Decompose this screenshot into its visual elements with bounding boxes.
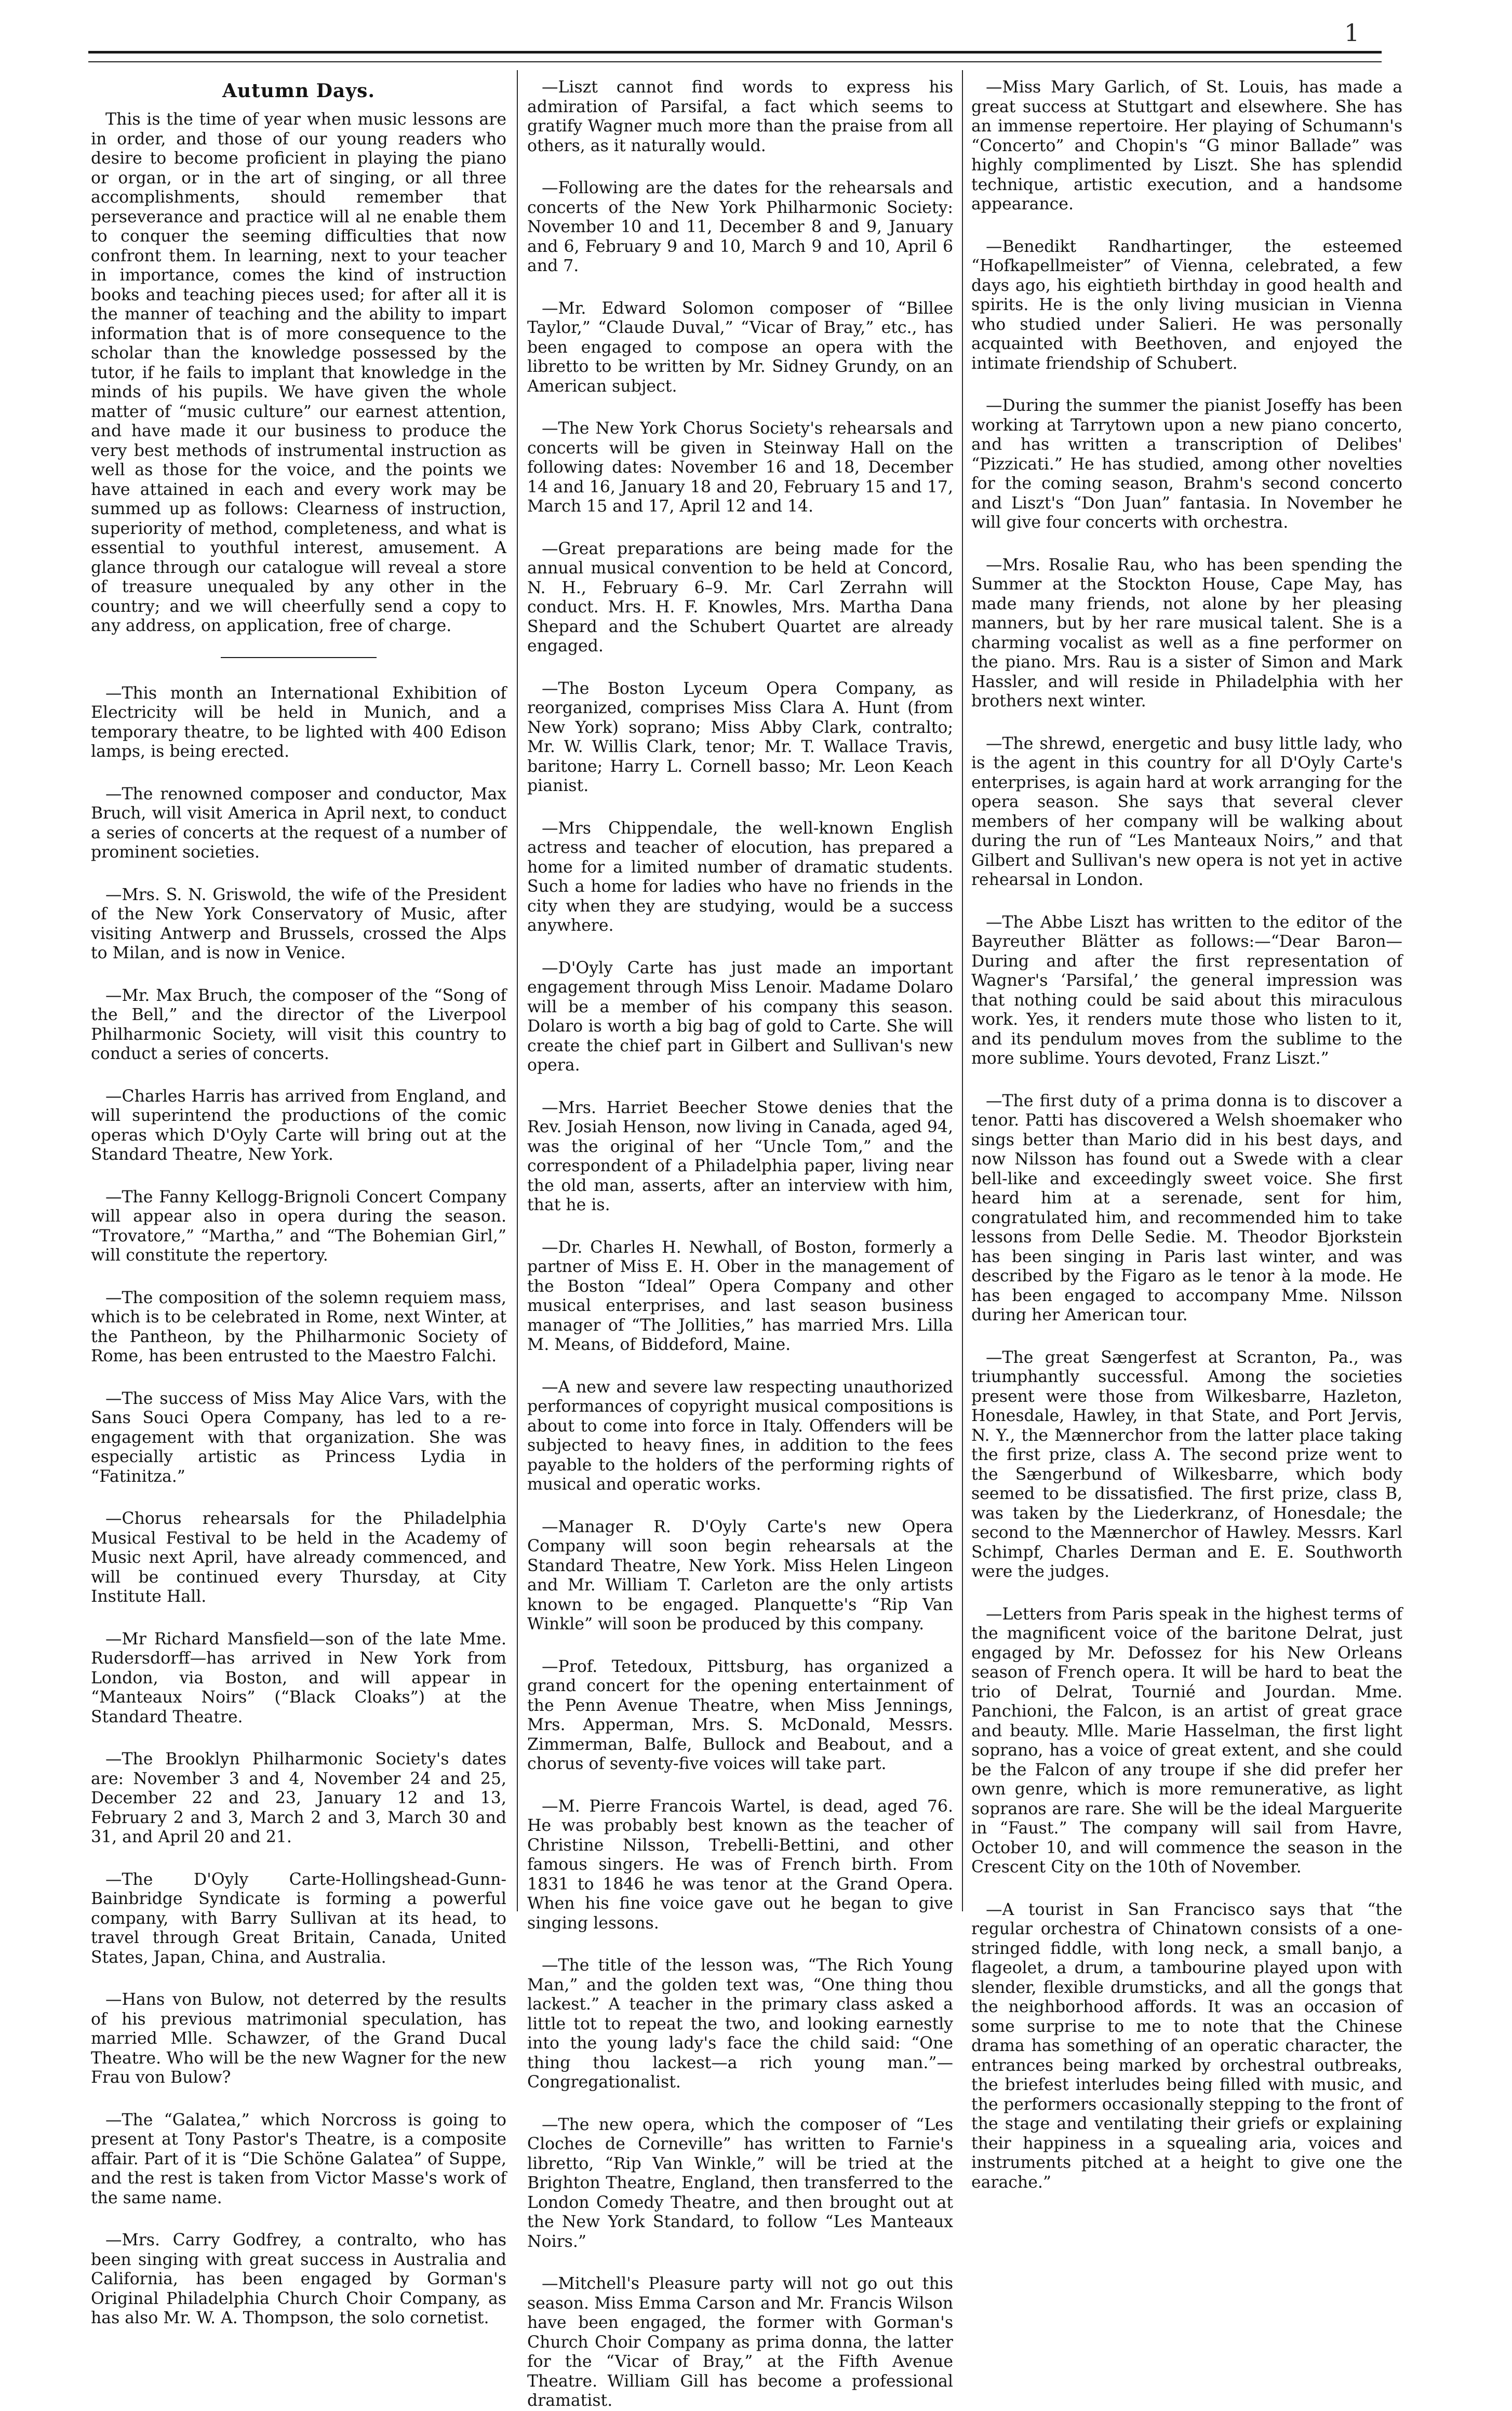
news-item: —Liszt cannot find words to express his admiration of Parsifal, a fact which seems to gratify Wagner much more than the praise from all others, as it naturally would. [527,78,953,155]
news-item: —The new opera, which the composer of “Les Cloches de Corneville” has written to Farnie's libretto, “Rip Van Winkle,” will be tried at the Brighton Theatre, England, then transferred to the London Comedy Theatre, and then brought out at the New York Standard, to follow “Les Manteaux Noirs.” [527,2115,953,2251]
news-item: —A tourist in San Francisco says that “the regular orchestra of Chinatown consists of a one-stringed fiddle, with long neck, a small banjo, a flageolet, a drum, a tambourine played upon with slender, flexible drumsticks, and all the gongs that the neighborhood affords. It was an occasion of some surprise to me to note that the Chinese drama has something of an operatic character, the entrances being marked by orchestral outbreaks, the briefest interludes being filled with music, and the performers occasionally stepping to the front of the stage and ventilating their griefs or explaining their happiness in a squealing aria, voices and instruments pitched at a height to give one the earache.” [971,1900,1402,2192]
news-item: —Hans von Bulow, not deterred by the results of his previous matrimonial speculation, has married Mlle. Schawzer, of the Grand Ducal Theatre. Who will be the new Wagner for the new Frau von Bulow? [91,1990,506,2087]
news-item: —Dr. Charles H. Newhall, of Boston, formerly a partner of Miss E. H. Ober in the management of the Boston “Ideal” Opera Company and other musical enterprises, and last season business manager of “The Jollities,” has married Mrs. Lilla M. Means, of Biddeford, Maine. [527,1238,953,1354]
news-item: —The renowned composer and conductor, Max Bruch, will visit America in April next, to conduct a series of concerts at the request of a number of prominent societies. [91,784,506,862]
news-item: —M. Pierre Francois Wartel, is dead, aged 76. He was probably best known as the teacher of Christine Nilsson, Trebelli-Bettini, and other famous singers. He was of French birth. From 1831 to 1846 he was tenor at the Grand Opera. When his fine voice gave out he began to give singing lessons. [527,1797,953,1933]
news-item: —A new and severe law respecting unauthorized performances of copyright musical compositions is about to come into force in Italy. Offenders will be subjected to heavy fines, in addition to the fees payable to the holders of the performing rights of musical and operatic works. [527,1377,953,1494]
news-item: —Following are the dates for the rehearsals and concerts of the New York Philharmonic Society: November 10 and 11, December 8 and 9, January and 6, February 9 and 10, March 9 and 10, April 6 and 7. [527,179,953,275]
news-item: —The first duty of a prima donna is to discover a tenor. Patti has discovered a Welsh shoemaker who sings better than Mario did in his best days, and now Nilsson has found out a Swede with a clear bell-like and exceedingly sweet voice. She first heard him at a serenade, sent for him, congratulated him, and recommended him to take lessons from Delle Sedie. M. Theodor Bjorkstein has been singing in Paris last winter, and was described by the Figaro as le tenor à la mode. He has been engaged to accompany Mme. Nilsson during her American tour. [971,1091,1402,1324]
news-item: —Mrs. S. N. Griswold, the wife of the President of the New York Conservatory of Music, after visiting Antwerp and Brussels, crossed the Alps to Milan, and is now in Venice. [91,885,506,962]
article-title: Autumn Days. [222,80,375,102]
news-item: —Prof. Tetedoux, Pittsburg, has organized a grand concert for the opening entertainment of the Penn Avenue Theatre, when Miss Jennings, Mrs. Apperman, Mrs. S. McDonald, Messrs. Zimmerman, Balfe, Bullock and Beabout, and a chorus of seventy-five voices will take part. [527,1657,953,1773]
page-corner-mark: 1 [1344,19,1360,47]
column-1 [91,78,506,2327]
news-item: —Mrs Chippendale, the well-known English actress and teacher of elocution, has prepared a home for a limited number of dramatic students. Such a home for ladies who have no friends in the city when they are studying, would be a success anywhere. [527,819,953,935]
news-item: —Mrs. Rosalie Rau, who has been spending the Summer at the Stockton House, Cape May, has made many friends, not alone by her pleasing manners, but by her rare musical talent. She is a charming vocalist as well as a fine performer on the piano. Mrs. Rau is a sister of Simon and Mark Hassler, and will reside in Philadelphia with her brothers next winter. [971,555,1402,711]
column-rule [517,70,518,1911]
news-item: —The New York Chorus Society's rehearsals and concerts will be given in Steinway Hall on the following dates: November 16 and 18, December 14 and 16, January 18 and 20, February 15 and 17, March 15 and 17, April 12 and 14. [527,419,953,516]
news-item: —Charles Harris has arrived from England, and will superintend the productions of the comic operas which D'Oyly Carte will bring out at the Standard Theatre, New York. [91,1087,506,1164]
news-item: —This month an International Exhibition of Electricity will be held in Munich, and a temporary theatre, to be lighted with 400 Edison lamps, is being erected. [91,684,506,761]
top-rule [88,51,1382,53]
article-separator [221,657,377,658]
column-rule [962,70,963,1911]
news-item: —The shrewd, energetic and busy little lady, who is the agent in this country for all D'Oyly Carte's enterprises, is again hard at work arranging for the opera season. She says that several clever members of her company will be walking about during the run of “Les Manteaux Noirs,” and that Gilbert and Sullivan's new opera is not yet in active rehearsal in London. [971,734,1402,889]
news-item: —Mitchell's Pleasure party will not go out this season. Miss Emma Carson and Mr. Francis Wilson have been engaged, the former with Gorman's Church Choir Company as prima donna, the latter for the “Vicar of Bray,” at the Fifth Avenue Theatre. William Gill has become a professional dramatist. [527,2274,953,2410]
news-item: —The Boston Lyceum Opera Company, as reorganized, comprises Miss Clara A. Hunt (from New York) soprano; Miss Abby Clark, contralto; Mr. W. Willis Clark, tenor; Mr. T. Wallace Travis, baritone; Harry L. Cornell basso; Mr. Leon Keach pianist. [527,679,953,795]
news-item: —Manager R. D'Oyly Carte's new Opera Company will soon begin rehearsals at the Standard Theatre, New York. Miss Helen Lingeon and Mr. William T. Carleton are the only artists known to be engaged. Planquette's “Rip Van Winkle” will soon be produced by this company. [527,1517,953,1633]
news-item: —Mr. Edward Solomon composer of “Billee Taylor,” “Claude Duval,” “Vicar of Bray,” etc., has been engaged to compose an opera with the libretto to be written by Mr. Sidney Grundy, on an American subject. [527,299,953,396]
news-item: —Miss Mary Garlich, of St. Louis, has made a great success at Stuttgart and elsewhere. She has an immense repertoire. Her playing of Schumann's “Concerto” and Chopin's “G minor Ballade” was highly complimented by Liszt. She has splendid technique, artistic execution, and a handsome appearance. [971,78,1402,213]
news-item: —Letters from Paris speak in the highest terms of the magnificent voice of the baritone Delrat, just engaged by Mr. Defossez for his New Orleans season of French opera. It will be hard to beat the trio of Delrat, Tournié and Jourdan. Mme. Panchioni, the Falcon, is an artist of great grace and beauty. Mlle. Marie Hasselman, the first light soprano, has a voice of great extent, and she could be the Falcon of any troupe if she did prefer her own genre, which is more remunerative, as light sopranos are rare. She will be the ideal Marguerite in “Faust.” The company will sail from Havre, October 10, and will commence the season in the Crescent City on the 10th of November. [971,1604,1402,1877]
column-3 [971,78,1402,2192]
news-item: —The great Sængerfest at Scranton, Pa., was triumphantly successful. Among the societies present were those from Wilkesbarre, Hazleton, Honesdale, Hawley, in that State, and Port Jervis, N. Y., the Mænnerchor from the latter place taking the first prize, class A. The second prize went to the Sængerbund of Wilkesbarre, which body seemed to be dissatisfied. The first prize, class B, was taken by the Liederkranz, of Honesdale; the second to the Mænnerchor of Hawley. Messrs. Karl Schimpf, Charles Derman and E. E. Southworth were the judges. [971,1348,1402,1581]
news-item: —Chorus rehearsals for the Philadelphia Musical Festival to be held in the Academy of Music next April, have already commenced, and will be continued every Thursday, at City Institute Hall. [91,1509,506,1606]
news-item: —The Brooklyn Philharmonic Society's dates are: November 3 and 4, November 24 and 25, December 22 and 23, January 12 and 13, February 2 and 3, March 2 and 3, March 30 and 31, and April 20 and 21. [91,1750,506,1846]
news-item: —Mrs. Carry Godfrey, a contralto, who has been singing with great success in Australia and California, has been engaged by Gorman's Original Philadelphia Church Choir Company, as has also Mr. W. A. Thompson, the solo cornetist. [91,2231,506,2327]
news-item: —Mr Richard Mansfield—son of the late Mme. Rudersdorff—has arrived in New York from London, via Boston, and will appear in “Manteaux Noirs” (“Black Cloaks”) at the Standard Theatre. [91,1629,506,1726]
news-item: —The Abbe Liszt has written to the editor of the Bayreuther Blätter as follows:—“Dear Baron—During and after the first representation of Wagner's ‘Parsifal,’ the general impression was that nothing could be said about this miraculous work. Yes, it renders mute those who listen to it, and its pendulum moves from the sublime to the more sublime. Yours devoted, Franz Liszt.” [971,913,1402,1068]
news-item: —Mr. Max Bruch, the composer of the “Song of the Bell,” and the director of the Liverpool Philharmonic Society, will visit this country to conduct a series of concerts. [91,986,506,1063]
news-item: —The composition of the solemn requiem mass, which is to be celebrated in Rome, next Winter, at the Pantheon, by the Philharmonic Society of Rome, has been entrusted to the Maestro Falchi. [91,1288,506,1365]
news-item: —Great preparations are being made for the annual musical convention to be held at Concord, N. H., February 6–9. Mr. Carl Zerrahn will conduct. Mrs. H. F. Knowles, Mrs. Martha Dana Shepard and the Schubert Quartet are already engaged. [527,539,953,655]
news-item: —The title of the lesson was, “The Rich Young Man,” and the golden text was, “One thing thou lackest.” A teacher in the primary class asked a little tot to repeat the two, and looking earnestly into the young lady's face the child said: “One thing thou lackest—a rich young man.”—Congregationalist. [527,1956,953,2092]
news-item: —During the summer the pianist Joseffy has been working at Tarrytown upon a new piano concerto, and has written a transcription of Delibes' “Pizzicati.” He has studied, among other novelties for the coming season, Brahm's second concerto and Liszt's “Don Juan” fantasia. In November he will give four concerts with orchestra. [971,396,1402,532]
news-item: —The success of Miss May Alice Vars, with the Sans Souci Opera Company, has led to a re-engagement with that organization. She was especially artistic as Princess Lydia in “Fatinitza.” [91,1389,506,1486]
news-item: —The “Galatea,” which Norcross is going to present at Tony Pastor's Theatre, is a composite affair. Part of it is “Die Schöne Galatea” of Suppe, and the rest is taken from Victor Masse's work of the same name. [91,2110,506,2207]
top-rule-thin [88,61,1382,62]
news-item: —Benedikt Randhartinger, the esteemed “Hofkapellmeister” of Vienna, celebrated, a few days ago, his eightieth birthday in good health and spirits. He is the only living musician in Vienna who studied under Salieri. He was personally acquainted with Beethoven, and enjoyed the intimate friendship of Schubert. [971,237,1402,373]
article-paragraph: This is the time of year when music lessons are in order, and those of our young readers who desire to become proficient in playing the piano or organ, or in the art of singing, or all three accomplishments, should remember that perseverance and practice will al ne enable them to conquer the seeming difficulties that now confront them. In learning, next to your teacher in importance, comes the kind of instruction books and teaching pieces used; for after all it is the manner of teaching and the ability to impart information that is of more consequence to the scholar than the knowledge possessed by the tutor, if he fails to implant that knowledge in the minds of his pupils. We have given the whole matter of “music culture” our earnest attention, and have made it our business to produce the very best methods of instrumental instruction as well as those for the voice, and the points we have attained in each and every work may be summed up as follows: Clearness of instruction, superiority of method, completeness, and what is essential to youthful interest, amusement. A glance through our catalogue will reveal a store of treasure unequaled by any other in the country; and we will cheerfully send a copy to any address, on application, free of charge. [91,110,506,635]
news-item: —D'Oyly Carte has just made an important engagement through Miss Lenoir. Madame Dolaro will be a member of his company this season. Dolaro is worth a big bag of gold to Carte. She will create the chief part in Gilbert and Sullivan's new opera. [527,958,953,1075]
news-item: —The D'Oyly Carte-Hollingshead-Gunn-Bainbridge Syndicate is forming a powerful company, with Barry Sullivan at its head, to travel through Great Britain, Canada, United States, Japan, China, and Australia. [91,1870,506,1967]
news-item: —The Fanny Kellogg-Brignoli Concert Company will appear also in opera during the season. “Trovatore,” “Martha,” and “The Bohemian Girl,” will constitute the repertory. [91,1187,506,1265]
column-2 [527,78,953,2410]
news-item: —Mrs. Harriet Beecher Stowe denies that the Rev. Josiah Henson, now living in Canada, aged 94, was the original of her “Uncle Tom,” and the correspondent of a Philadelphia paper, living near the old man, asserts, after an interview with him, that he is. [527,1098,953,1214]
